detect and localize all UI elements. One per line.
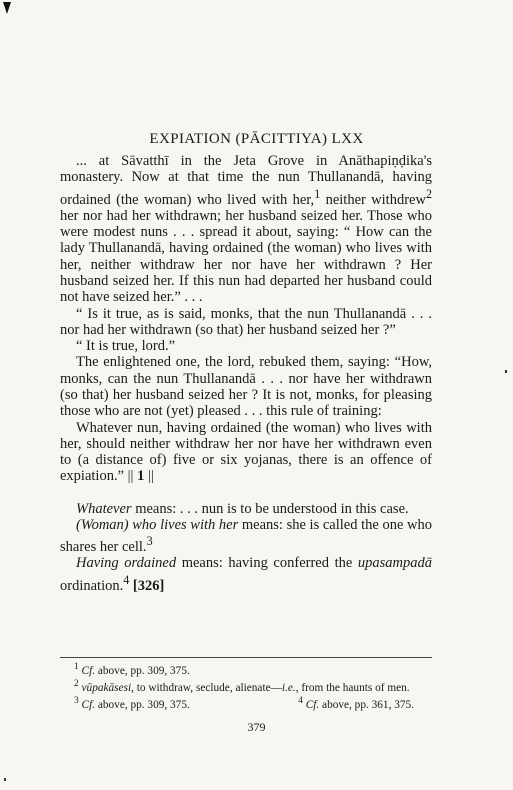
footnote-ref: 2 <box>425 186 432 201</box>
rule-paragraph: Whatever nun, having ordained (the woman) who lives with her, should neither withdraw her nor have her withdrawn even to (a distance of) five or six yojanas, there is an offence of expiation.” || 1 || <box>60 419 432 485</box>
paragraph-3: “ It is true, lord.” <box>76 338 176 355</box>
footnotes <box>60 661 432 713</box>
corner-mark <box>3 2 11 14</box>
definition-3: Having ordained means: having conferred the upasampadā ordination.$^4$ [326] <box>60 555 432 594</box>
page-title: EXPIATION (PĀCITTIYA) LXX <box>149 131 364 147</box>
footnote-1: $^1$ Cf. above, pp. 309, 375. <box>74 662 190 677</box>
footnote-ref: 1 <box>314 186 321 201</box>
scan-speck <box>4 778 6 781</box>
footnote-ref: 3 <box>146 534 153 549</box>
section-marker: 1 <box>137 468 145 485</box>
footnote-divider <box>60 657 432 658</box>
page-reference: [326] <box>129 577 165 594</box>
footnote-3: $^3$ Cf. above, pp. 309, 375. <box>74 696 190 712</box>
page-number: 379 <box>247 720 266 734</box>
scan-speck <box>505 370 507 373</box>
paragraph-4: The enlightened one, the lord, rebuked them, saying: “How, monks, can the nun Thullanandā . . . nor have her withdrawn (so that) her husband seized her ? It is not, monks, for pleasing those who are not (yet) pleased . . . this rule of training: <box>60 354 432 420</box>
paragraph-2: “ Is it true, as is said, monks, that the nun Thullanandā . . . nor had her withdrawn (so that) her husband seized her ?” <box>60 305 432 338</box>
footnote-4: $^4$ Cf. above, pp. 361, 375. <box>298 696 414 712</box>
footnote-row <box>60 695 432 712</box>
main-text <box>60 153 432 594</box>
footnote-2: $^2$ vūpakāsesi, to withdraw, seclude, alienate—i.e., from the haunts of men. <box>74 679 410 694</box>
definition-1: Whatever means: . . . nun is to be understood in this case. <box>76 500 409 517</box>
paragraph-1: ... at Sāvatthī in the Jeta Grove in Anāthapiṇḍika's monastery. Now at that time the nun Thullanandā, having ordained (the woman) who lived with her,$^1$ neither withdrew$^2$ her nor had her withdrawn; her husband seized her. Those who were modest nuns . . . spread it about, saying: “ How can the lady Thullanandā, having ordained (the woman) who lives with her, neither withdraw her nor have her withdrawn ? Her husband seized her. If this nun had departed her husband could not have seized her.” . . . <box>60 153 432 306</box>
spacer <box>60 485 432 501</box>
definition-2: (Woman) who lives with her means: she is called the one who shares her cell.$^3$ <box>60 517 432 556</box>
footnote-ref: 4 <box>123 572 130 587</box>
